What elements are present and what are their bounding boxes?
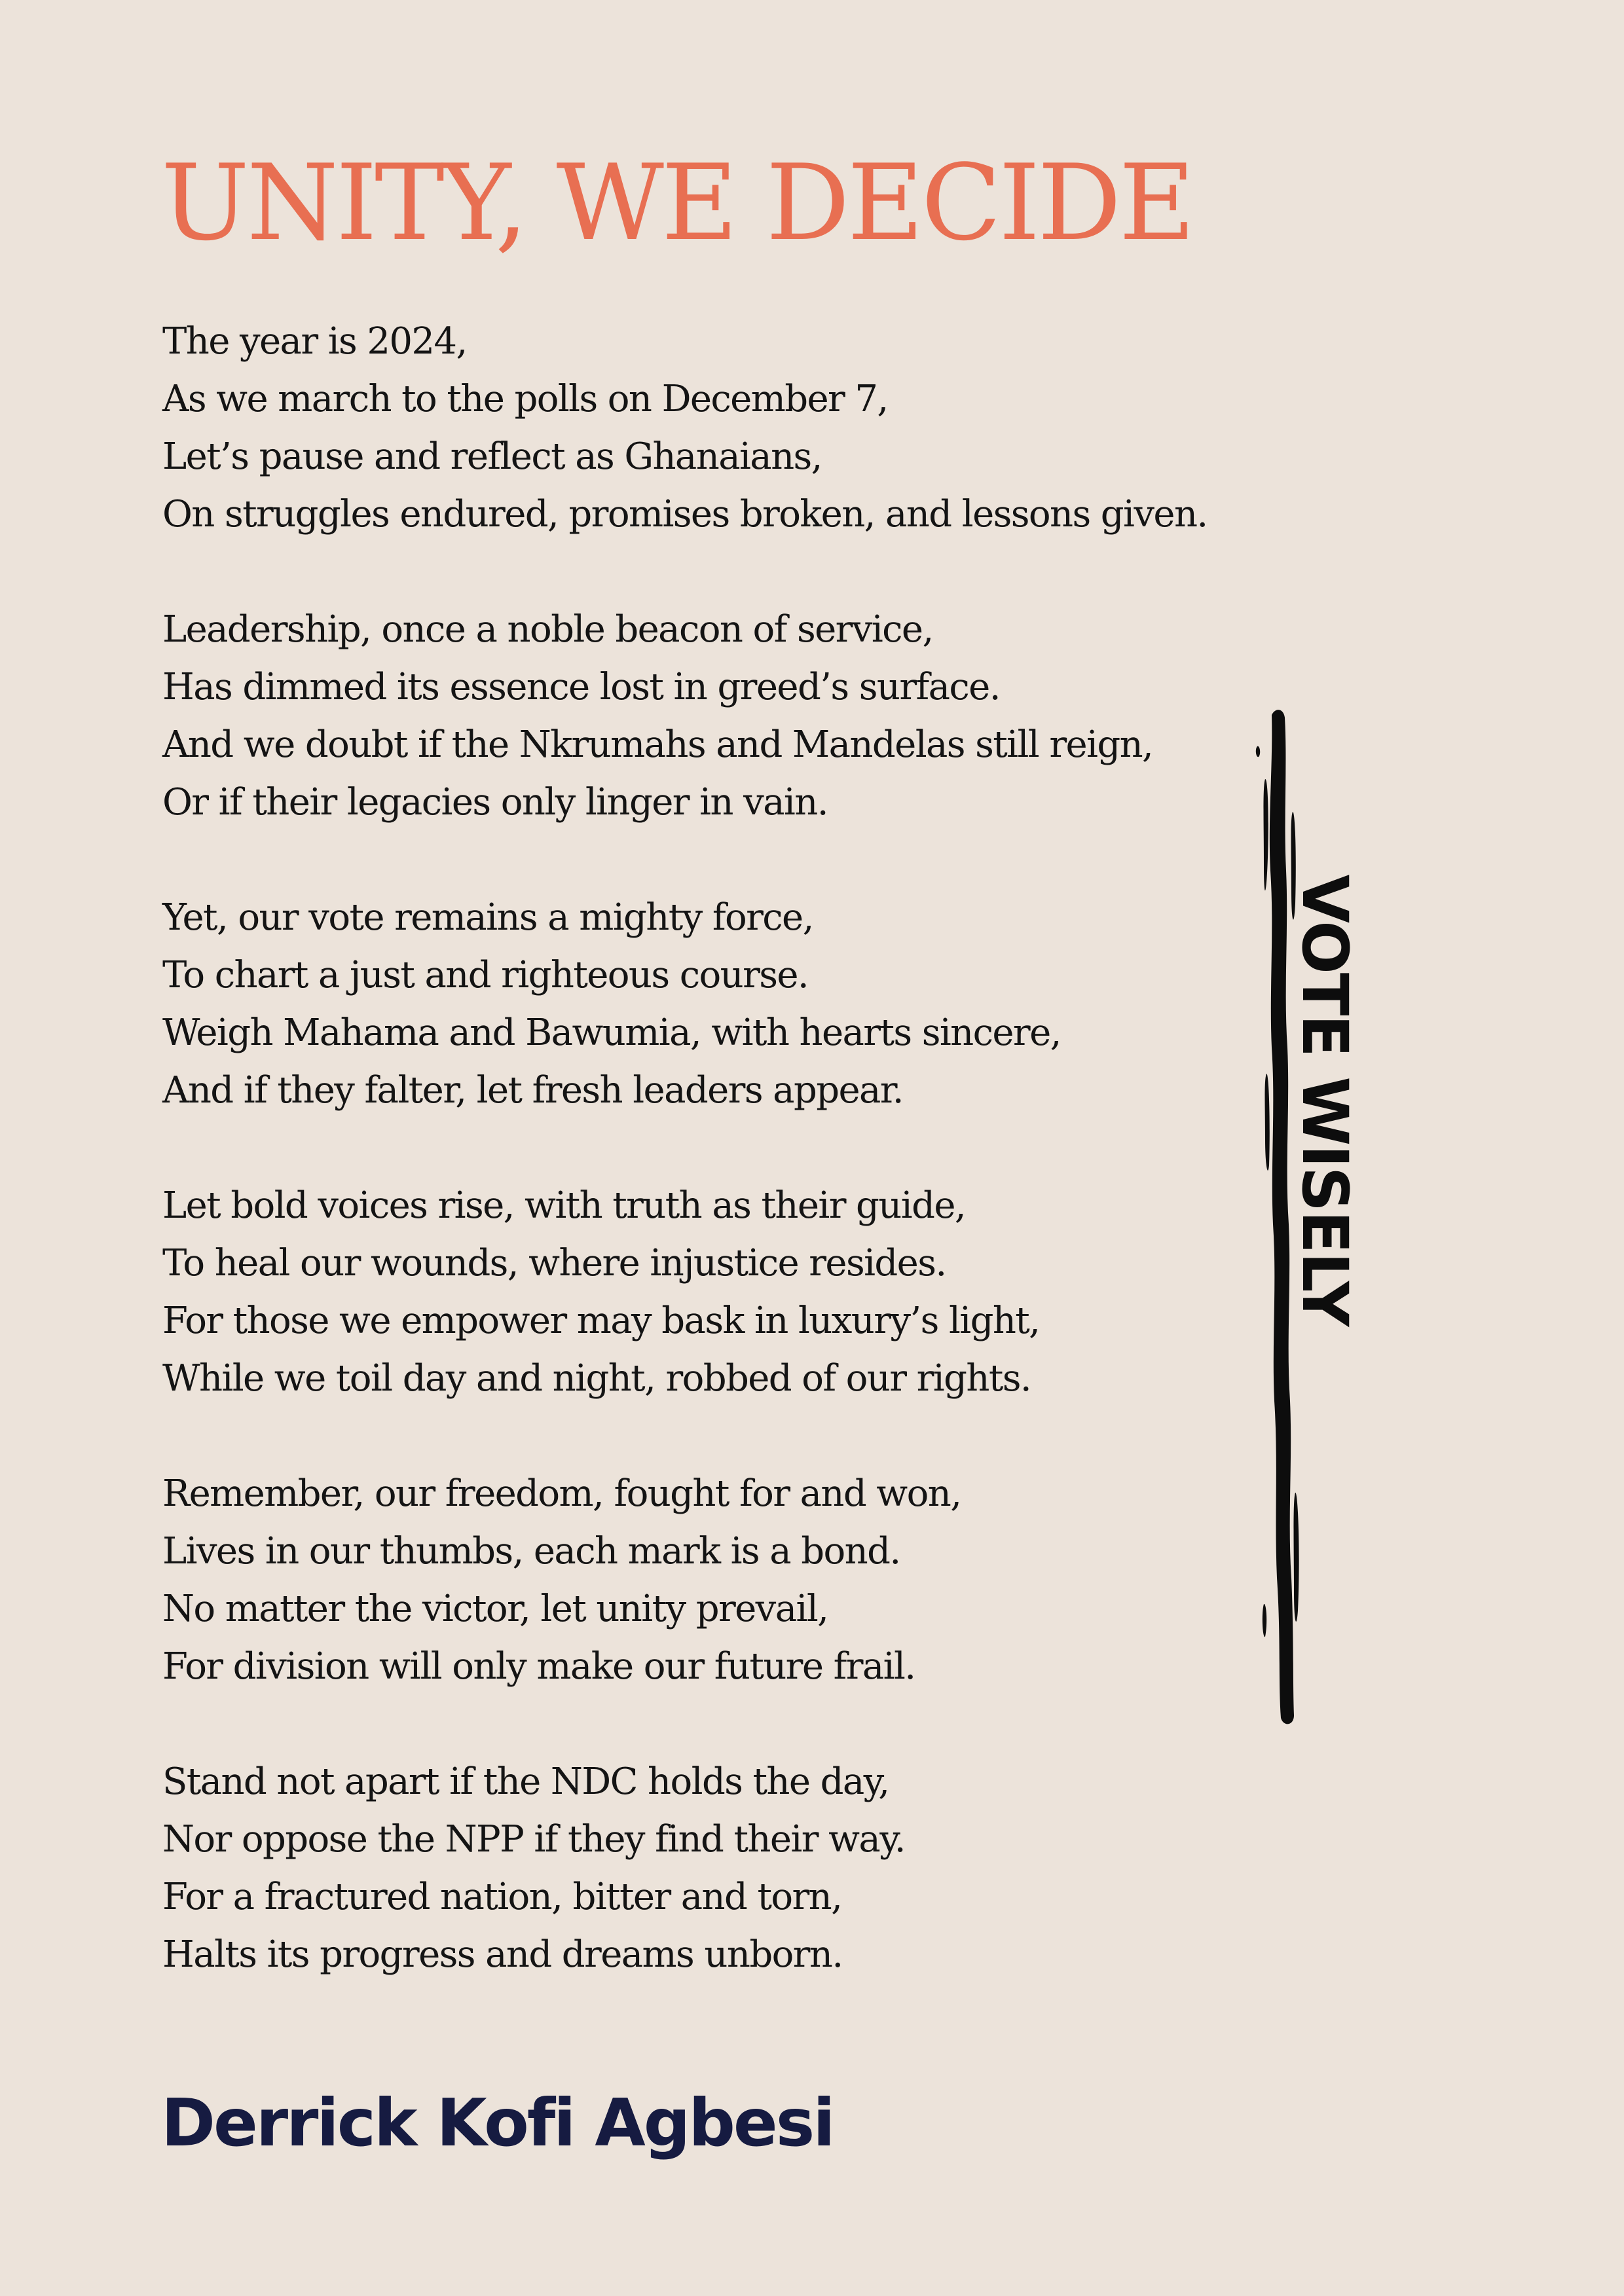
vote-wisely-label: VOTE WISELY [1288,874,1361,1326]
poem-line: To chart a just and righteous course. [162,954,809,996]
brush-stroke-fleck [1256,746,1260,757]
poem-line: The year is 2024, [162,320,467,363]
author-name: Derrick Kofi Agbesi [161,2085,834,2161]
poem-line: For division will only make our future frail. [162,1645,915,1688]
poem-line: And we doubt if the Nkrumahs and Mandelas still reign, [162,723,1153,766]
poem-line: And if they falter, let fresh leaders appear. [162,1069,903,1112]
stanza-2 [162,601,1308,831]
poem-line: For a fractured nation, bitter and torn, [162,1876,842,1918]
poem-body [162,313,1308,1984]
poem-line: No matter the victor, let unity prevail, [162,1588,828,1630]
poem-line: Let bold voices rise, with truth as their guide, [162,1184,966,1227]
stanza-1 [162,313,1308,543]
poem-title: UNITY, WE DECIDE [161,141,1193,264]
poem-line: For those we empower may bask in luxury’s light, [162,1300,1040,1342]
poem-line: Or if their legacies only linger in vain. [162,781,828,824]
stanza-3 [162,889,1308,1120]
poem-line: Weigh Mahama and Bawumia, with hearts sincere, [162,1011,1061,1054]
poem-line: Let’s pause and reflect as Ghanaians, [162,435,822,478]
stanza-5 [162,1465,1308,1696]
brush-stroke-edge-left [1264,779,1268,890]
poem-line: On struggles endured, promises broken, and lessons given. [162,493,1208,536]
poem-line: Nor oppose the NPP if they find their way. [162,1818,906,1861]
stanza-6 [162,1753,1308,1984]
poem-line: As we march to the polls on December 7, [162,378,888,420]
poem-line: Halts its progress and dreams unborn. [162,1933,843,1976]
brush-stroke-tail [1294,1493,1299,1622]
poem-line: Yet, our vote remains a mighty force, [162,896,813,939]
poem-line: To heal our wounds, where injustice resides. [162,1242,946,1285]
poem-line: Leadership, once a noble beacon of service, [162,608,933,651]
brush-stroke-drip [1265,1074,1270,1171]
brush-stroke-splatter [1263,1604,1266,1637]
poem-line: While we toil day and night, robbed of our rights. [162,1357,1031,1400]
poem-line: Remember, our freedom, fought for and won, [162,1472,961,1515]
stanza-4 [162,1177,1308,1408]
poem-line: Has dimmed its essence lost in greed’s surface. [162,666,1000,708]
poem-line: Stand not apart if the NDC holds the day, [162,1760,889,1803]
poem-line: Lives in our thumbs, each mark is a bond. [162,1530,900,1573]
